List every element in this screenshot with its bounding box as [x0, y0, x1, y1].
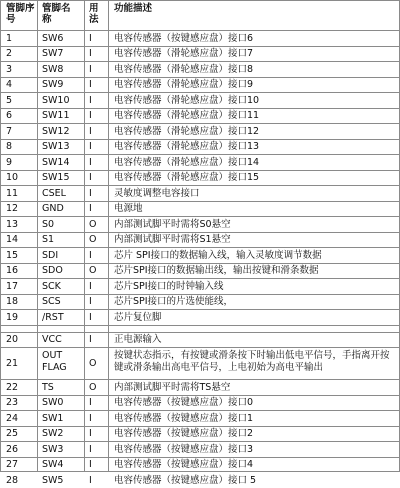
row-divider [0, 108, 400, 109]
row-divider [0, 294, 400, 295]
pin-description: 电容传感器（按键感应盘）接口4 [114, 459, 254, 471]
row-divider [0, 170, 400, 171]
row-divider [0, 426, 400, 427]
pin-number: 1 [6, 32, 13, 44]
pin-usage: I [89, 428, 92, 440]
pin-number: 15 [6, 249, 19, 261]
pin-usage: I [89, 94, 92, 106]
pin-usage: O [89, 265, 97, 277]
row-divider [0, 232, 400, 233]
pin-number: 16 [6, 265, 19, 277]
pin-name: SW12 [42, 125, 70, 137]
pin-name: OUT FLAG [42, 350, 67, 373]
pin-name: SW3 [42, 443, 64, 455]
pin-usage: I [89, 63, 92, 75]
row-divider [0, 441, 400, 442]
row-divider [0, 123, 400, 124]
row-divider [0, 46, 400, 47]
pin-name: GND [42, 203, 64, 215]
pin-number: 2 [6, 48, 13, 60]
pin-usage: I [89, 459, 92, 471]
pin-number: 25 [6, 428, 19, 440]
pin-description: 芯片SPI接口的时钟输入线 [114, 280, 224, 292]
row-divider [0, 395, 400, 396]
pin-number: 23 [6, 397, 19, 409]
pin-description: 电容传感器（滑轮感应盘）接口13 [114, 141, 260, 153]
pin-name: SCK [42, 280, 61, 292]
pin-number: 21 [6, 358, 19, 369]
pin-description: 电容传感器（滑轮感应盘）接口9 [114, 79, 254, 91]
row-divider [0, 457, 400, 458]
pin-usage: I [89, 280, 92, 292]
pin-name: SW15 [42, 172, 70, 184]
pin-name: SW13 [42, 141, 70, 153]
pin-description: 内部测试脚平时需将S1悬空 [114, 234, 231, 246]
header-pin-number: 管脚序号 [6, 3, 35, 25]
pin-name: SW5 [42, 474, 64, 486]
pin-number: 7 [6, 125, 13, 137]
pin-usage: O [89, 234, 97, 246]
pin-name: S0 [42, 218, 55, 230]
pin-description: 电容传感器（按键感应盘）接口 5 [114, 474, 257, 486]
column-divider [84, 0, 85, 471]
pin-number: 10 [6, 172, 19, 184]
row-divider [0, 77, 400, 78]
pin-name: SW1 [42, 412, 64, 424]
row-divider [0, 410, 400, 411]
pin-description: 电容传感器（按键感应盘）接口1 [114, 412, 254, 424]
pin-name: SW6 [42, 32, 64, 44]
header-usage: 用法 [89, 3, 99, 25]
row-divider [0, 278, 400, 279]
pin-usage: I [89, 110, 92, 122]
row-divider [0, 379, 400, 380]
pin-usage: I [89, 79, 92, 91]
header-description: 功能描述 [114, 3, 153, 14]
pin-description: 电容传感器（滑轮感应盘）接口12 [114, 125, 260, 137]
header-pin-name: 管脚名称 [42, 3, 71, 25]
row-divider [0, 263, 400, 264]
pin-name: SW8 [42, 63, 64, 75]
pin-description: 电容传感器（按键感应盘）接口3 [114, 443, 254, 455]
pin-description: 芯片SPI接口的数据输出线，输出按键和滑条数据 [114, 265, 319, 277]
pin-description: 电容传感器（滑轮感应盘）接口14 [114, 156, 260, 168]
pin-number: 14 [6, 234, 19, 246]
pin-description: 电源地 [114, 203, 143, 215]
pin-number: 27 [6, 459, 19, 471]
pin-description: 电容传感器（按键感应盘）接口2 [114, 428, 254, 440]
pin-usage: I [89, 296, 92, 308]
pin-name: SW2 [42, 428, 64, 440]
pin-number: 3 [6, 63, 13, 75]
pin-description: 灵敏度调整电容接口 [114, 187, 200, 199]
pin-usage: I [89, 32, 92, 44]
pin-description: 正电源输入 [114, 334, 162, 346]
pin-number: 9 [6, 156, 13, 168]
pin-name: /RST [42, 311, 64, 323]
pin-description: 电容传感器（滑轮感应盘）接口11 [114, 110, 260, 122]
pin-name: SW9 [42, 79, 64, 91]
row-divider [0, 347, 400, 348]
pin-number: 11 [6, 187, 19, 199]
pin-description: 电容传感器（滑轮感应盘）接口7 [114, 48, 254, 60]
pin-name: SW10 [42, 94, 70, 106]
column-divider [0, 0, 1, 471]
pin-number: 13 [6, 218, 19, 230]
row-divider [0, 154, 400, 155]
pin-number: 8 [6, 141, 13, 153]
pin-usage: I [89, 334, 92, 346]
pin-number: 26 [6, 443, 19, 455]
pin-description: 电容传感器（滑轮感应盘）接口15 [114, 172, 260, 184]
pin-usage: O [89, 381, 97, 393]
row-divider [0, 30, 400, 31]
pin-number: 12 [6, 203, 19, 215]
row-divider [0, 201, 400, 202]
pin-name: SDI [42, 249, 59, 261]
pin-number: 19 [6, 311, 19, 323]
pin-usage: I [89, 397, 92, 409]
pin-usage: I [89, 203, 92, 215]
pin-usage: I [89, 187, 92, 199]
pin-number: 5 [6, 94, 13, 106]
pin-usage: I [89, 474, 92, 486]
column-divider [108, 0, 109, 471]
pin-usage: I [89, 141, 92, 153]
pin-name: SW11 [42, 110, 70, 122]
pin-usage: I [89, 172, 92, 184]
pin-usage: I [89, 125, 92, 137]
pin-name: SW14 [42, 156, 70, 168]
pin-name: SCS [42, 296, 61, 308]
row-divider [0, 309, 400, 310]
pin-number: 6 [6, 110, 13, 122]
pin-name: SDO [42, 265, 63, 277]
pin-name: CSEL [42, 187, 66, 199]
pin-description: 内部测试脚平时需将TS悬空 [114, 381, 231, 393]
row-divider [0, 0, 400, 1]
row-divider [0, 139, 400, 140]
row-divider [0, 92, 400, 93]
pin-description: 芯片SPI接口的片选使能线， [114, 296, 234, 308]
pin-name: SW7 [42, 48, 64, 60]
pin-name: SW4 [42, 459, 64, 471]
pin-usage: O [89, 218, 97, 230]
pin-description: 芯片复位脚 [114, 311, 162, 323]
pin-description: 电容传感器（滑轮感应盘）接口10 [114, 94, 260, 106]
pin-usage: I [89, 156, 92, 168]
pin-number: 20 [6, 334, 19, 346]
pin-usage: I [89, 311, 92, 323]
row-divider [0, 216, 400, 217]
pin-description: 按键状态指示，有按键或滑条按下时输出低电平信号，手指离开按键或滑条输出高电平信号，上电初始为高电平输出 [114, 350, 390, 373]
pin-name: VCC [42, 334, 62, 346]
pin-number: 22 [6, 381, 19, 393]
pin-name: S1 [42, 234, 55, 246]
pin-usage: I [89, 249, 92, 261]
pin-number: 18 [6, 296, 19, 308]
pin-number: 28 [6, 474, 19, 486]
row-divider [0, 61, 400, 62]
pin-usage: I [89, 443, 92, 455]
pin-usage: O [89, 358, 97, 369]
row-divider [0, 332, 400, 333]
pin-description: 芯片 SPI接口的数据输入线，输入灵敏度调节数据 [114, 249, 322, 261]
pin-number: 4 [6, 79, 13, 91]
column-divider [37, 0, 38, 471]
pin-description: 电容传感器（按键感应盘）接口6 [114, 32, 254, 44]
pin-number: 17 [6, 280, 19, 292]
pin-description: 电容传感器（滑轮感应盘）接口8 [114, 63, 254, 75]
row-divider [0, 325, 400, 326]
pin-description: 电容传感器（按键感应盘）接口0 [114, 397, 254, 409]
row-divider [0, 247, 400, 248]
pin-usage: I [89, 412, 92, 424]
pin-number: 24 [6, 412, 19, 424]
pin-name: SW0 [42, 397, 64, 409]
pin-description: 内部测试脚平时需将S0悬空 [114, 218, 231, 230]
row-divider [0, 185, 400, 186]
pin-name: TS [42, 381, 54, 393]
pin-usage: I [89, 48, 92, 60]
